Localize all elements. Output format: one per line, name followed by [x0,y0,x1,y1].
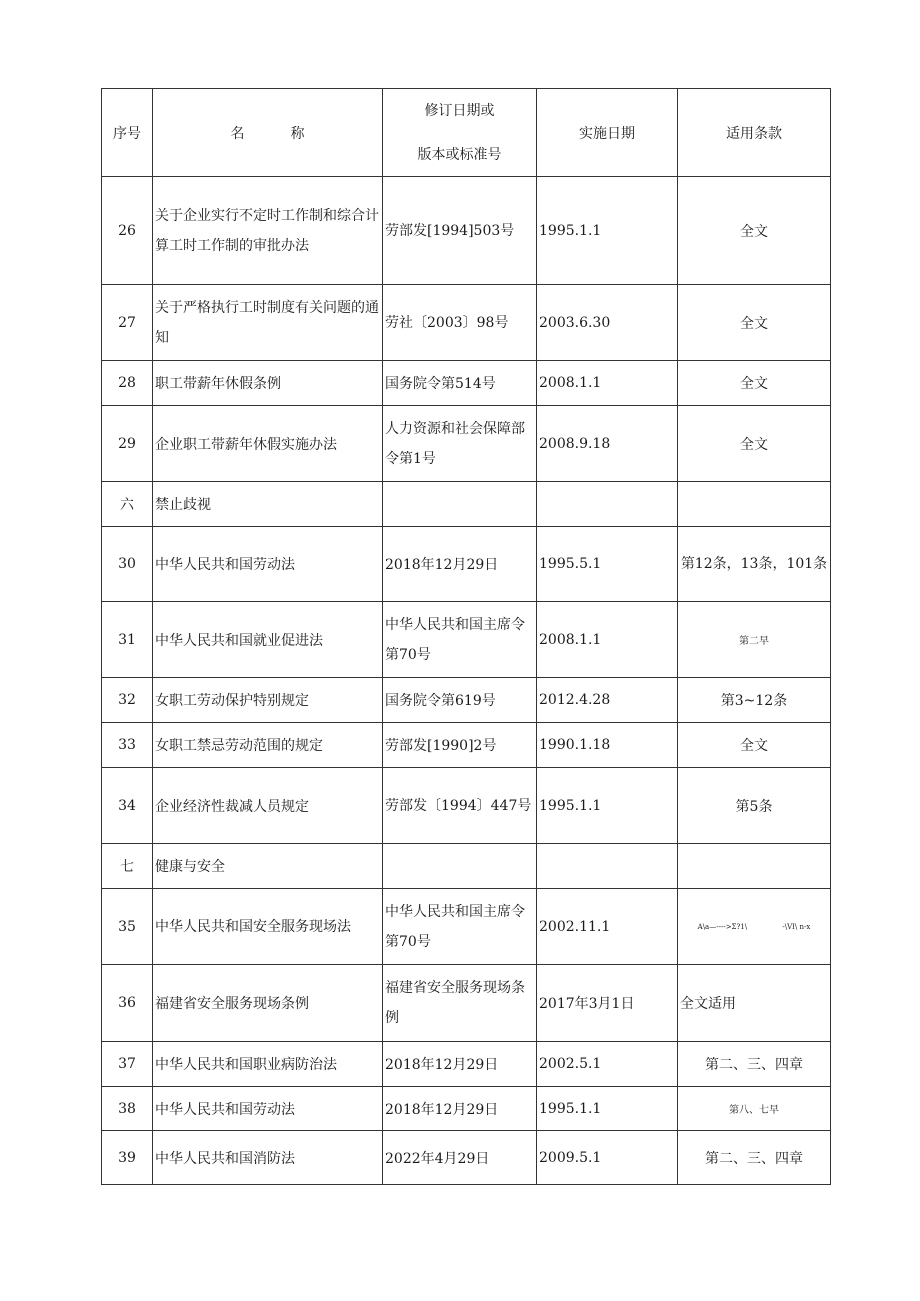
row-revision: 人力资源和社会保障部令第1号 [383,406,537,482]
section-seq: 六 [102,482,153,527]
row-effective-date: 2017年3月1日 [537,965,678,1042]
row-seq: 33 [102,723,153,768]
row-effective-date: 2012.4.28 [537,678,678,723]
row-seq: 26 [102,177,153,285]
row-clause: 全文 [678,406,831,482]
row-clause: 全文适用 [678,965,831,1042]
row-revision: 国务院令第514号 [383,361,537,406]
row-revision: 福建省安全服务现场条例 [383,965,537,1042]
row-seq: 36 [102,965,153,1042]
table-row [102,768,831,844]
row-seq: 35 [102,889,153,965]
table-row [102,889,831,965]
section-row [102,844,831,889]
row-clause [678,889,831,965]
row-name: 中华人民共和国消防法 [153,1131,383,1185]
row-effective-date: 2009.5.1 [537,1131,678,1185]
row-revision: 2022年4月29日 [383,1131,537,1185]
row-name: 企业职工带薪年休假实施办法 [153,406,383,482]
header-effective: 实施日期 [537,89,678,177]
header-seq: 序号 [102,89,153,177]
row-effective-date: 1990.1.18 [537,723,678,768]
regulations-table [101,88,831,1185]
row-seq: 28 [102,361,153,406]
row-clause: 第12条，13条，101条 [678,527,831,602]
table-row [102,965,831,1042]
row-seq: 31 [102,602,153,678]
row-seq: 38 [102,1087,153,1131]
row-name: 女职工禁忌劳动范围的规定 [153,723,383,768]
row-revision: 2018年12月29日 [383,1087,537,1131]
row-clause: 第二、三、四章 [678,1131,831,1185]
row-effective-date: 2002.5.1 [537,1042,678,1087]
table-row [102,723,831,768]
row-seq: 27 [102,285,153,361]
row-revision: 中华人民共和国主席令第70号 [383,602,537,678]
row-name: 企业经济性裁减人员规定 [153,768,383,844]
row-seq: 39 [102,1131,153,1185]
table-row [102,406,831,482]
row-name: 中华人民共和国安全服务现场法 [153,889,383,965]
garbled-text-b: -\VI\ n-x [782,922,811,931]
row-clause: 第八、七早 [678,1087,831,1131]
row-clause: 全文 [678,177,831,285]
header-name [153,89,383,177]
header-clauses: 适用条款 [678,89,831,177]
row-revision: 劳部发〔1994〕447号 [383,768,537,844]
table-header-row [102,89,831,177]
table-row [102,177,831,285]
row-revision: 中华人民共和国主席令第70号 [383,889,537,965]
row-seq: 32 [102,678,153,723]
section-seq: 七 [102,844,153,889]
row-name: 职工带薪年休假条例 [153,361,383,406]
row-name: 中华人民共和国劳动法 [153,1087,383,1131]
section-title: 禁止歧视 [153,482,383,527]
row-revision: 劳部发[1990]2号 [383,723,537,768]
table-row [102,1042,831,1087]
row-name: 中华人民共和国职业病防治法 [153,1042,383,1087]
row-effective-date: 2002.11.1 [537,889,678,965]
row-name: 福建省安全服务现场条例 [153,965,383,1042]
row-revision: 国务院令第619号 [383,678,537,723]
row-name: 女职工劳动保护特别规定 [153,678,383,723]
row-seq: 29 [102,406,153,482]
row-clause: 全文 [678,361,831,406]
row-effective-date: 2003.6.30 [537,285,678,361]
table-row [102,1087,831,1131]
row-effective-date: 2008.1.1 [537,361,678,406]
header-name-part-a: 名 [230,125,245,142]
row-clause: 第二早 [678,602,831,678]
row-effective-date: 1995.1.1 [537,768,678,844]
row-name: 关于严格执行工时制度有关问题的通知 [153,285,383,361]
header-name-part-b: 称 [290,125,305,142]
table-row [102,285,831,361]
row-seq: 37 [102,1042,153,1087]
row-revision: 劳部发[1994]503号 [383,177,537,285]
row-clause: 全文 [678,723,831,768]
row-name: 中华人民共和国就业促进法 [153,602,383,678]
row-revision: 劳社〔2003〕98号 [383,285,537,361]
header-revision [383,89,537,177]
table-row [102,361,831,406]
section-row [102,482,831,527]
row-revision: 2018年12月29日 [383,527,537,602]
row-revision: 2018年12月29日 [383,1042,537,1087]
table-row [102,602,831,678]
row-clause: 第二、三、四章 [678,1042,831,1087]
row-clause: 第5条 [678,768,831,844]
row-name: 中华人民共和国劳动法 [153,527,383,602]
table-row [102,678,831,723]
table-row [102,1131,831,1185]
row-name: 关于企业实行不定时工作制和综合计算工时工作制的审批办法 [153,177,383,285]
table-row [102,527,831,602]
section-title: 健康与安全 [153,844,383,889]
row-clause: 第3~12条 [678,678,831,723]
header-revision-line1: 修订日期或 [424,102,495,119]
header-revision-line2: 版本或标准号 [417,146,502,163]
row-effective-date: 1995.1.1 [537,177,678,285]
garbled-text-a: A\a—---->Σ?1\ [697,922,748,931]
row-effective-date: 1995.1.1 [537,1087,678,1131]
row-seq: 34 [102,768,153,844]
row-effective-date: 2008.9.18 [537,406,678,482]
row-seq: 30 [102,527,153,602]
row-effective-date: 1995.5.1 [537,527,678,602]
row-effective-date: 2008.1.1 [537,602,678,678]
row-clause: 全文 [678,285,831,361]
